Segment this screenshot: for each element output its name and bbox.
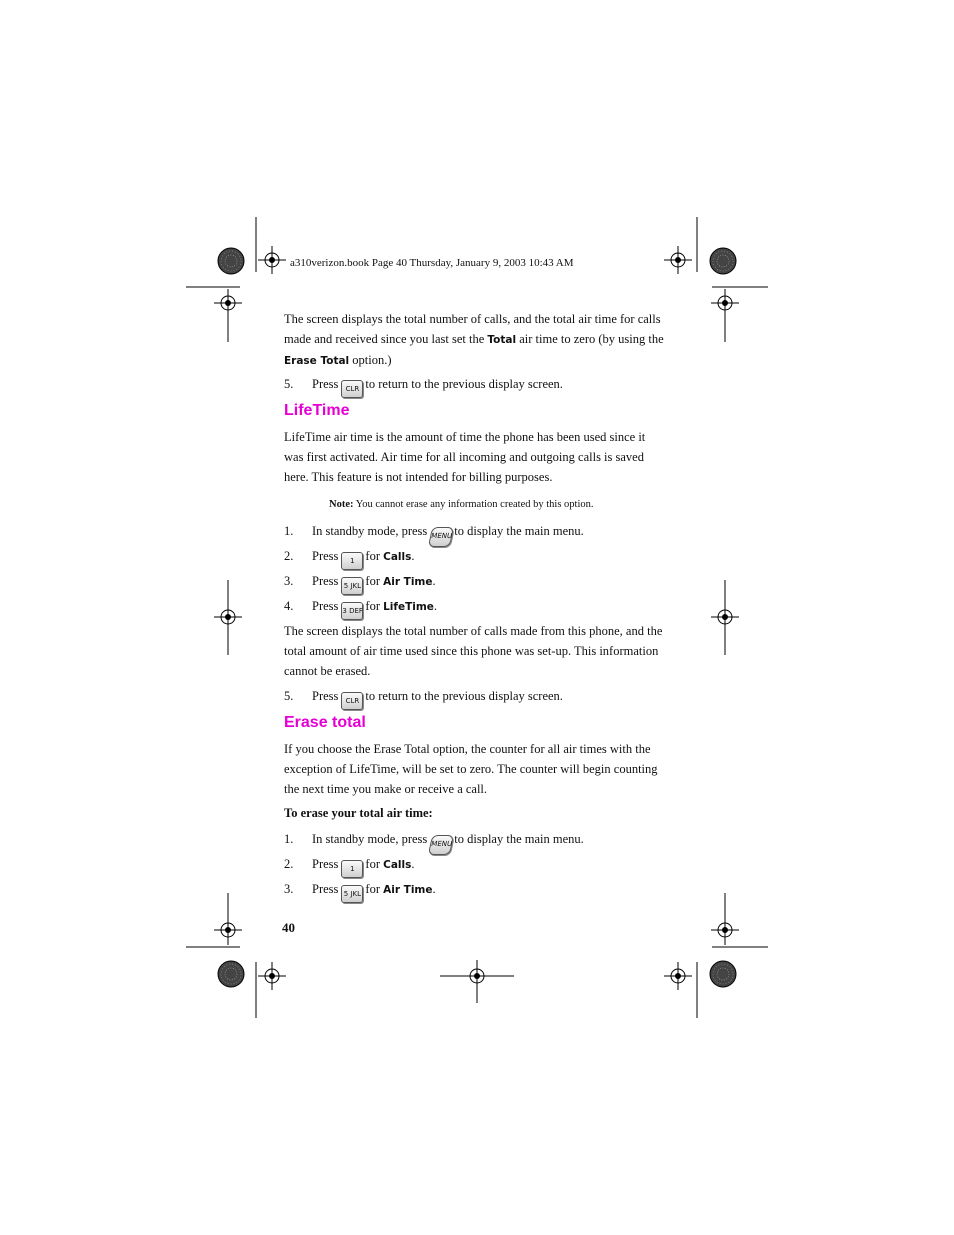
step-pre: Press <box>312 689 339 703</box>
step-number: 4. <box>284 599 294 613</box>
lifetime-body: LifeTime air time is the amount of time the phone has been used since it was first activated. Air time for all incoming and outgoing calls is saved here. This feature is not intended for billing purposes. <box>284 430 646 484</box>
menu-item-air-time: Air Time <box>383 884 433 896</box>
step-number: 1. <box>284 524 294 538</box>
step-pre: Press <box>312 574 339 588</box>
key-3-icon: 3 DEF <box>341 602 363 620</box>
key-1-icon: 1 <box>341 552 363 570</box>
menu-key-icon: MENU <box>428 835 454 855</box>
note-text: You cannot erase any information created by this option. <box>353 499 594 510</box>
step-post: for <box>365 599 384 613</box>
intro-text-2: air time to zero (by using the <box>516 332 664 346</box>
total-label: Total <box>487 334 517 346</box>
registration-mark-icon <box>258 962 286 990</box>
menu-item-air-time: Air Time <box>383 576 433 588</box>
intro-text-1: The screen displays the total number of calls, and the total air time for calls made and received since you last set the <box>284 312 661 346</box>
step-number: 2. <box>284 857 294 871</box>
step-pre: Press <box>312 599 339 613</box>
book-header: a310verizon.book Page 40 Thursday, January 9, 2003 10:43 AM <box>290 257 574 269</box>
registration-star-icon <box>218 961 244 987</box>
step-pre: In standby mode, press <box>312 832 428 846</box>
registration-star-icon <box>710 961 736 987</box>
key-5-icon: 5 JKL <box>341 577 363 595</box>
lifetime-after: The screen displays the total number of calls made from this phone, and the total amount of air time used since this phone was set-up. This information cannot be erased. <box>284 624 663 678</box>
intro-text-3: option.) <box>349 353 392 367</box>
menu-item-calls: Calls <box>383 551 412 563</box>
step-pre: Press <box>312 549 339 563</box>
erase-total-label: Erase Total <box>284 355 350 367</box>
menu-item-lifetime: LifeTime <box>383 601 434 613</box>
step-number: 3. <box>284 574 294 588</box>
step-number: 2. <box>284 549 294 563</box>
menu-key-icon: MENU <box>428 527 454 547</box>
erase-step-2: 2. Press 1 for Calls. <box>284 854 664 878</box>
step-post: for <box>365 549 384 563</box>
lifetime-step-4: 4. Press 3 DEF for LifeTime. <box>284 596 664 620</box>
step-post: to display the main menu. <box>454 524 584 538</box>
step-number: 3. <box>284 882 294 896</box>
menu-item-calls: Calls <box>383 859 412 871</box>
registration-mark-icon <box>258 246 286 274</box>
step-post: for <box>365 857 384 871</box>
key-1-icon: 1 <box>341 860 363 878</box>
step-post: for <box>365 882 384 896</box>
step-post: to display the main menu. <box>454 832 584 846</box>
step-post: to return to the previous display screen. <box>365 377 563 391</box>
registration-star-icon <box>218 248 244 274</box>
erase-total-heading: Erase total <box>284 714 366 731</box>
step-pre: Press <box>312 857 339 871</box>
clr-key-icon: CLR <box>341 380 363 398</box>
lifetime-heading: LifeTime <box>284 402 350 419</box>
step-post: for <box>365 574 384 588</box>
erase-step-3: 3. Press 5 JKL for Air Time. <box>284 879 664 903</box>
registration-mark-icon <box>664 962 692 990</box>
key-5-icon: 5 JKL <box>341 885 363 903</box>
note-label: Note: <box>329 499 354 510</box>
step-number: 5. <box>284 689 294 703</box>
step-pre: In standby mode, press <box>312 524 428 538</box>
step-pre: Press <box>312 377 339 391</box>
page-number: 40 <box>282 920 295 935</box>
registration-star-icon <box>710 248 736 274</box>
step-pre: Press <box>312 882 339 896</box>
erase-total-body: If you choose the Erase Total option, the counter for all air times with the exception of LifeTime, will be set to zero. The counter will begin counting the next time you make or receive a call. <box>284 742 658 796</box>
step-number: 1. <box>284 832 294 846</box>
step-post: to return to the previous display screen. <box>365 689 563 703</box>
erase-subhead: To erase your total air time: <box>284 806 433 820</box>
lifetime-step-3: 3. Press 5 JKL for Air Time. <box>284 571 664 595</box>
lifetime-step-2: 2. Press 1 for Calls. <box>284 546 664 570</box>
registration-mark-icon <box>664 246 692 274</box>
clr-key-icon: CLR <box>341 692 363 710</box>
step-number: 5. <box>284 377 294 391</box>
